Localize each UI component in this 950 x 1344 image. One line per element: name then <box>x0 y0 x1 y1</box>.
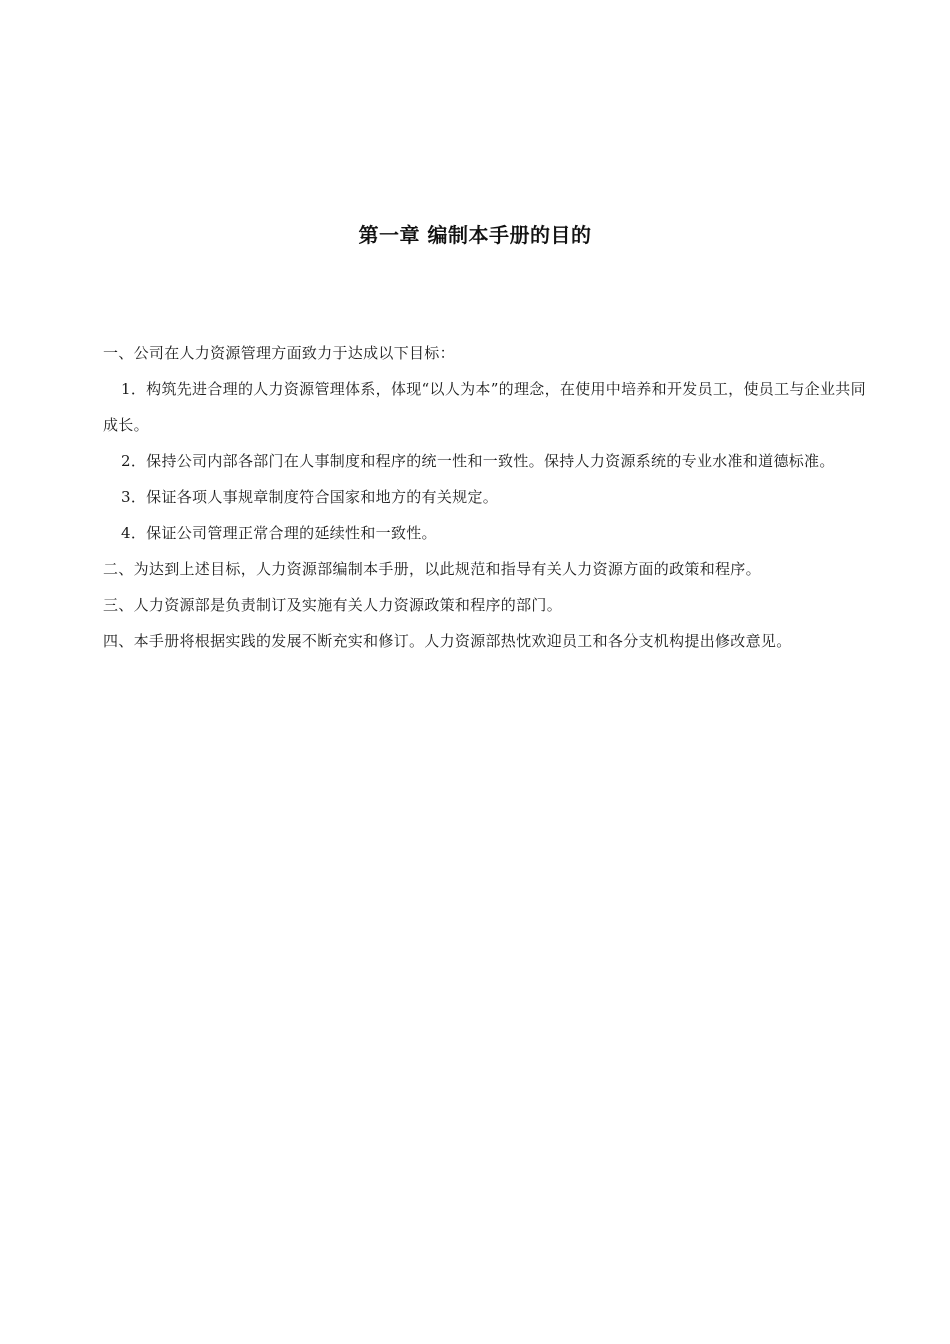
paragraph-section-4: 四、本手册将根据实践的发展不断充实和修订。人力资源部热忱欢迎员工和各分支机构提出修改意见。 <box>103 632 792 650</box>
paragraph-goals-intro: 一、公司在人力资源管理方面致力于达成以下目标： <box>103 344 455 362</box>
paragraph-goal-4: 4．保证公司管理正常合理的延续性和一致性。 <box>121 524 437 542</box>
chapter-title: 第一章 编制本手册的目的 <box>358 223 592 247</box>
paragraph-section-2: 二、为达到上述目标，人力资源部编制本手册，以此规范和指导有关人力资源方面的政策和程序。 <box>103 560 761 578</box>
paragraph-goal-2: 2．保持公司内部各部门在人事制度和程序的统一性和一致性。保持人力资源系统的专业水准和道德标准。 <box>121 452 835 470</box>
paragraph-goal-1: 1．构筑先进合理的人力资源管理体系，体现“以人为本”的理念，在使用中培养和开发员工，使员工与企业共同成长。 <box>103 380 866 434</box>
paragraph-goal-3: 3．保证各项人事规章制度符合国家和地方的有关规定。 <box>121 488 499 506</box>
paragraph-section-3: 三、人力资源部是负责制订及实施有关人力资源政策和程序的部门。 <box>103 596 563 614</box>
document-body <box>103 335 875 659</box>
